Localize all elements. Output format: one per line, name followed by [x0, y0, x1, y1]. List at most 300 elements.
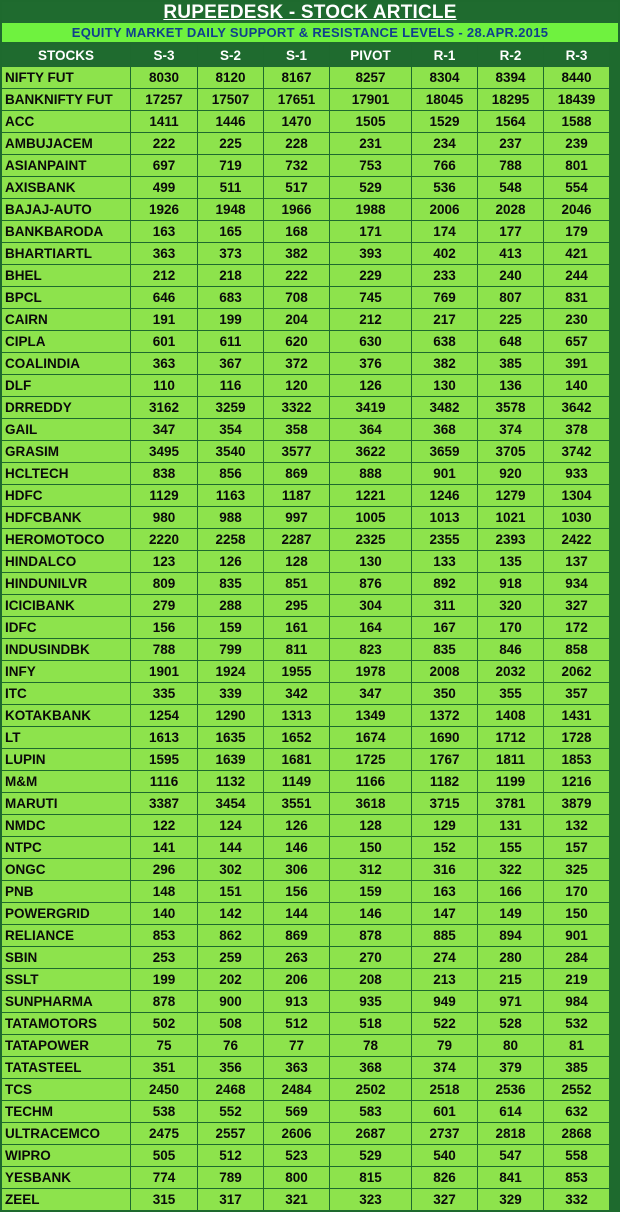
level-cell: 8030 [131, 67, 198, 89]
stock-name-cell: AXISBANK [2, 177, 131, 199]
level-cell: 3482 [412, 397, 478, 419]
stock-name-cell: NIFTY FUT [2, 67, 131, 89]
level-cell: 511 [198, 177, 264, 199]
level-cell: 2220 [131, 529, 198, 551]
table-row [2, 397, 610, 419]
level-cell: 901 [544, 925, 610, 947]
level-cell: 894 [478, 925, 544, 947]
stock-name-cell: ASIANPAINT [2, 155, 131, 177]
level-cell: 208 [330, 969, 412, 991]
level-cell: 697 [131, 155, 198, 177]
level-cell: 601 [412, 1101, 478, 1123]
level-cell: 179 [544, 221, 610, 243]
stock-name-cell: SSLT [2, 969, 131, 991]
level-cell: 815 [330, 1167, 412, 1189]
stock-name-cell: CAIRN [2, 309, 131, 331]
level-cell: 3879 [544, 793, 610, 815]
table-row [2, 573, 610, 595]
level-cell: 270 [330, 947, 412, 969]
level-cell: 569 [264, 1101, 330, 1123]
level-cell: 120 [264, 375, 330, 397]
level-cell: 528 [478, 1013, 544, 1035]
level-cell: 3162 [131, 397, 198, 419]
level-cell: 149 [478, 903, 544, 925]
level-cell: 17257 [131, 89, 198, 111]
level-cell: 263 [264, 947, 330, 969]
level-cell: 148 [131, 881, 198, 903]
level-cell: 835 [412, 639, 478, 661]
level-cell: 1254 [131, 705, 198, 727]
level-cell: 933 [544, 463, 610, 485]
level-cell: 219 [544, 969, 610, 991]
level-cell: 157 [544, 837, 610, 859]
level-cell: 126 [198, 551, 264, 573]
stock-name-cell: SUNPHARMA [2, 991, 131, 1013]
stock-name-cell: NTPC [2, 837, 131, 859]
level-cell: 402 [412, 243, 478, 265]
level-cell: 1290 [198, 705, 264, 727]
level-cell: 339 [198, 683, 264, 705]
stock-name-cell: BANKBARODA [2, 221, 131, 243]
level-cell: 3715 [412, 793, 478, 815]
level-cell: 2355 [412, 529, 478, 551]
level-cell: 1712 [478, 727, 544, 749]
level-cell: 769 [412, 287, 478, 309]
level-cell: 376 [330, 353, 412, 375]
level-cell: 225 [198, 133, 264, 155]
page-subtitle: EQUITY MARKET DAILY SUPPORT & RESISTANCE LEVELS - 28.APR.2015 [2, 23, 618, 42]
column-header: S-2 [198, 45, 264, 67]
level-cell: 363 [131, 243, 198, 265]
level-cell: 379 [478, 1057, 544, 1079]
level-cell: 719 [198, 155, 264, 177]
level-cell: 1431 [544, 705, 610, 727]
stock-name-cell: GAIL [2, 419, 131, 441]
table-row [2, 925, 610, 947]
level-cell: 217 [412, 309, 478, 331]
level-cell: 288 [198, 595, 264, 617]
level-cell: 1182 [412, 771, 478, 793]
level-cell: 295 [264, 595, 330, 617]
table-row [2, 815, 610, 837]
level-cell: 826 [412, 1167, 478, 1189]
table-row [2, 1079, 610, 1101]
stock-name-cell: RELIANCE [2, 925, 131, 947]
stock-name-cell: ZEEL [2, 1189, 131, 1211]
level-cell: 3742 [544, 441, 610, 463]
level-cell: 1924 [198, 661, 264, 683]
level-cell: 611 [198, 331, 264, 353]
level-cell: 146 [264, 837, 330, 859]
level-cell: 364 [330, 419, 412, 441]
level-cell: 168 [264, 221, 330, 243]
level-cell: 327 [544, 595, 610, 617]
level-cell: 2475 [131, 1123, 198, 1145]
level-cell: 1246 [412, 485, 478, 507]
table-row [2, 1189, 610, 1211]
level-cell: 212 [131, 265, 198, 287]
level-cell: 1674 [330, 727, 412, 749]
level-cell: 382 [264, 243, 330, 265]
level-cell: 372 [264, 353, 330, 375]
level-cell: 8257 [330, 67, 412, 89]
level-cell: 1013 [412, 507, 478, 529]
stock-name-cell: TATAPOWER [2, 1035, 131, 1057]
levels-table [1, 44, 610, 1211]
level-cell: 378 [544, 419, 610, 441]
level-cell: 878 [131, 991, 198, 1013]
level-cell: 136 [478, 375, 544, 397]
level-cell: 2046 [544, 199, 610, 221]
level-cell: 788 [131, 639, 198, 661]
table-row [2, 661, 610, 683]
level-cell: 3577 [264, 441, 330, 463]
level-cell: 2258 [198, 529, 264, 551]
level-cell: 234 [412, 133, 478, 155]
level-cell: 280 [478, 947, 544, 969]
level-cell: 2687 [330, 1123, 412, 1145]
level-cell: 122 [131, 815, 198, 837]
level-cell: 1149 [264, 771, 330, 793]
level-cell: 2006 [412, 199, 478, 221]
level-cell: 532 [544, 1013, 610, 1035]
level-cell: 304 [330, 595, 412, 617]
level-cell: 646 [131, 287, 198, 309]
level-cell: 368 [412, 419, 478, 441]
page-title: RUPEEDESK - STOCK ARTICLE [2, 2, 618, 23]
table-row [2, 441, 610, 463]
table-row [2, 485, 610, 507]
level-cell: 502 [131, 1013, 198, 1035]
level-cell: 846 [478, 639, 544, 661]
level-cell: 856 [198, 463, 264, 485]
table-row [2, 595, 610, 617]
level-cell: 984 [544, 991, 610, 1013]
table-row [2, 1101, 610, 1123]
level-cell: 1313 [264, 705, 330, 727]
table-row [2, 507, 610, 529]
table-row [2, 727, 610, 749]
level-cell: 351 [131, 1057, 198, 1079]
table-row [2, 67, 610, 89]
level-cell: 1955 [264, 661, 330, 683]
level-cell: 1129 [131, 485, 198, 507]
level-cell: 335 [131, 683, 198, 705]
level-cell: 1005 [330, 507, 412, 529]
level-cell: 393 [330, 243, 412, 265]
level-cell: 374 [478, 419, 544, 441]
level-cell: 170 [478, 617, 544, 639]
level-cell: 732 [264, 155, 330, 177]
level-cell: 632 [544, 1101, 610, 1123]
level-cell: 853 [544, 1167, 610, 1189]
level-cell: 801 [544, 155, 610, 177]
level-cell: 152 [412, 837, 478, 859]
table-row [2, 881, 610, 903]
level-cell: 831 [544, 287, 610, 309]
level-cell: 128 [264, 551, 330, 573]
level-cell: 229 [330, 265, 412, 287]
level-cell: 3387 [131, 793, 198, 815]
level-cell: 77 [264, 1035, 330, 1057]
level-cell: 1221 [330, 485, 412, 507]
level-cell: 284 [544, 947, 610, 969]
level-cell: 163 [412, 881, 478, 903]
level-cell: 583 [330, 1101, 412, 1123]
table-row [2, 331, 610, 353]
level-cell: 144 [264, 903, 330, 925]
stock-name-cell: PNB [2, 881, 131, 903]
level-cell: 156 [131, 617, 198, 639]
level-cell: 648 [478, 331, 544, 353]
stock-name-cell: DLF [2, 375, 131, 397]
level-cell: 558 [544, 1145, 610, 1167]
level-cell: 708 [264, 287, 330, 309]
level-cell: 213 [412, 969, 478, 991]
level-cell: 800 [264, 1167, 330, 1189]
level-cell: 140 [544, 375, 610, 397]
table-header-row [2, 45, 610, 67]
level-cell: 164 [330, 617, 412, 639]
level-cell: 1966 [264, 199, 330, 221]
table-row [2, 859, 610, 881]
level-cell: 1166 [330, 771, 412, 793]
level-cell: 538 [131, 1101, 198, 1123]
level-cell: 137 [544, 551, 610, 573]
level-cell: 885 [412, 925, 478, 947]
level-cell: 949 [412, 991, 478, 1013]
level-cell: 151 [198, 881, 264, 903]
level-cell: 745 [330, 287, 412, 309]
level-cell: 2062 [544, 661, 610, 683]
table-row [2, 617, 610, 639]
level-cell: 523 [264, 1145, 330, 1167]
level-cell: 858 [544, 639, 610, 661]
level-cell: 799 [198, 639, 264, 661]
level-cell: 508 [198, 1013, 264, 1035]
level-cell: 17651 [264, 89, 330, 111]
level-cell: 789 [198, 1167, 264, 1189]
level-cell: 1588 [544, 111, 610, 133]
level-cell: 935 [330, 991, 412, 1013]
level-cell: 391 [544, 353, 610, 375]
level-cell: 1948 [198, 199, 264, 221]
stock-name-cell: INFY [2, 661, 131, 683]
table-row [2, 265, 610, 287]
level-cell: 130 [412, 375, 478, 397]
level-cell: 150 [544, 903, 610, 925]
level-cell: 2484 [264, 1079, 330, 1101]
level-cell: 1279 [478, 485, 544, 507]
column-header: S-3 [131, 45, 198, 67]
level-cell: 2468 [198, 1079, 264, 1101]
level-cell: 862 [198, 925, 264, 947]
level-cell: 851 [264, 573, 330, 595]
level-cell: 1030 [544, 507, 610, 529]
table-row [2, 309, 610, 331]
level-cell: 657 [544, 331, 610, 353]
stock-name-cell: HCLTECH [2, 463, 131, 485]
stock-name-cell: HINDALCO [2, 551, 131, 573]
level-cell: 142 [198, 903, 264, 925]
level-cell: 302 [198, 859, 264, 881]
level-cell: 3578 [478, 397, 544, 419]
level-cell: 1349 [330, 705, 412, 727]
level-cell: 838 [131, 463, 198, 485]
level-cell: 332 [544, 1189, 610, 1211]
level-cell: 373 [198, 243, 264, 265]
level-cell: 156 [264, 881, 330, 903]
level-cell: 215 [478, 969, 544, 991]
level-cell: 869 [264, 463, 330, 485]
level-cell: 2818 [478, 1123, 544, 1145]
level-cell: 841 [478, 1167, 544, 1189]
level-cell: 231 [330, 133, 412, 155]
level-cell: 3419 [330, 397, 412, 419]
stock-name-cell: MARUTI [2, 793, 131, 815]
table-body [2, 67, 610, 1211]
stock-name-cell: AMBUJACEM [2, 133, 131, 155]
level-cell: 218 [198, 265, 264, 287]
level-cell: 1725 [330, 749, 412, 771]
level-cell: 159 [198, 617, 264, 639]
level-cell: 2450 [131, 1079, 198, 1101]
level-cell: 110 [131, 375, 198, 397]
stock-name-cell: BAJAJ-AUTO [2, 199, 131, 221]
level-cell: 161 [264, 617, 330, 639]
level-cell: 1470 [264, 111, 330, 133]
table-row [2, 683, 610, 705]
level-cell: 296 [131, 859, 198, 881]
level-cell: 835 [198, 573, 264, 595]
level-cell: 170 [544, 881, 610, 903]
stock-name-cell: COALINDIA [2, 353, 131, 375]
level-cell: 512 [264, 1013, 330, 1035]
level-cell: 1635 [198, 727, 264, 749]
level-cell: 342 [264, 683, 330, 705]
level-cell: 853 [131, 925, 198, 947]
level-cell: 18439 [544, 89, 610, 111]
level-cell: 1304 [544, 485, 610, 507]
table-row [2, 1123, 610, 1145]
level-cell: 199 [198, 309, 264, 331]
level-cell: 766 [412, 155, 478, 177]
table-row [2, 199, 610, 221]
table-row [2, 1167, 610, 1189]
level-cell: 3781 [478, 793, 544, 815]
table-row [2, 287, 610, 309]
level-cell: 172 [544, 617, 610, 639]
level-cell: 204 [264, 309, 330, 331]
level-cell: 3495 [131, 441, 198, 463]
level-cell: 202 [198, 969, 264, 991]
level-cell: 505 [131, 1145, 198, 1167]
stock-name-cell: SBIN [2, 947, 131, 969]
level-cell: 116 [198, 375, 264, 397]
level-cell: 323 [330, 1189, 412, 1211]
level-cell: 934 [544, 573, 610, 595]
level-cell: 3642 [544, 397, 610, 419]
level-cell: 630 [330, 331, 412, 353]
level-cell: 971 [478, 991, 544, 1013]
level-cell: 1021 [478, 507, 544, 529]
table-row [2, 947, 610, 969]
level-cell: 165 [198, 221, 264, 243]
table-row [2, 89, 610, 111]
level-cell: 2032 [478, 661, 544, 683]
stock-name-cell: TATASTEEL [2, 1057, 131, 1079]
level-cell: 385 [478, 353, 544, 375]
stock-name-cell: CIPLA [2, 331, 131, 353]
level-cell: 8120 [198, 67, 264, 89]
level-cell: 159 [330, 881, 412, 903]
level-cell: 878 [330, 925, 412, 947]
level-cell: 2008 [412, 661, 478, 683]
table-row [2, 903, 610, 925]
level-cell: 240 [478, 265, 544, 287]
level-cell: 1901 [131, 661, 198, 683]
level-cell: 900 [198, 991, 264, 1013]
level-cell: 315 [131, 1189, 198, 1211]
level-cell: 601 [131, 331, 198, 353]
level-cell: 146 [330, 903, 412, 925]
level-cell: 3540 [198, 441, 264, 463]
level-cell: 78 [330, 1035, 412, 1057]
table-row [2, 837, 610, 859]
level-cell: 225 [478, 309, 544, 331]
level-cell: 918 [478, 573, 544, 595]
table-row [2, 1145, 610, 1167]
level-cell: 2518 [412, 1079, 478, 1101]
stock-name-cell: M&M [2, 771, 131, 793]
level-cell: 274 [412, 947, 478, 969]
level-cell: 548 [478, 177, 544, 199]
level-cell: 355 [478, 683, 544, 705]
level-cell: 540 [412, 1145, 478, 1167]
level-cell: 325 [544, 859, 610, 881]
level-cell: 3705 [478, 441, 544, 463]
level-cell: 517 [264, 177, 330, 199]
level-cell: 1446 [198, 111, 264, 133]
level-cell: 18295 [478, 89, 544, 111]
level-cell: 614 [478, 1101, 544, 1123]
level-cell: 357 [544, 683, 610, 705]
column-header: R-3 [544, 45, 610, 67]
table-row [2, 375, 610, 397]
level-cell: 1811 [478, 749, 544, 771]
stock-name-cell: HINDUNILVR [2, 573, 131, 595]
level-cell: 2393 [478, 529, 544, 551]
level-cell: 382 [412, 353, 478, 375]
stock-name-cell: IDFC [2, 617, 131, 639]
stock-name-cell: YESBANK [2, 1167, 131, 1189]
level-cell: 311 [412, 595, 478, 617]
table-row [2, 991, 610, 1013]
level-cell: 809 [131, 573, 198, 595]
level-cell: 620 [264, 331, 330, 353]
column-header: STOCKS [2, 45, 131, 67]
level-cell: 1199 [478, 771, 544, 793]
level-cell: 1690 [412, 727, 478, 749]
level-cell: 811 [264, 639, 330, 661]
level-cell: 3622 [330, 441, 412, 463]
level-cell: 222 [131, 133, 198, 155]
level-cell: 363 [131, 353, 198, 375]
table-row [2, 463, 610, 485]
level-cell: 3322 [264, 397, 330, 419]
level-cell: 320 [478, 595, 544, 617]
stock-name-cell: LUPIN [2, 749, 131, 771]
